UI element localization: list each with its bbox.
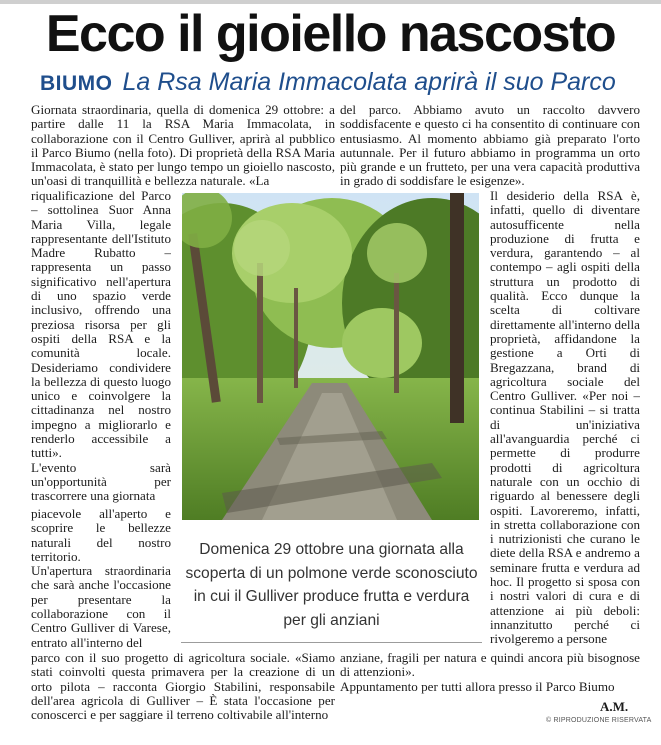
body-paragraph: Il desiderio della RSA è, infatti, quello di diventare autosufficente nella produzione di frutta e verdura, garantendo – al contempo – agli ospiti della struttura un prodotto di qualità. Ecco dunque la scelta di coltivare direttamente all'interno della proprietà, affidandone la gestione a Orti di Bregazzana, brand di agricoltura sociale del Centro Gulliver. «Per noi – continua Stabilini – si tratta di un'iniziativa all'avanguardia perché ci permette di produrre prodotti di agricoltura naturale con un occhio di riguardo al benessere degli ospiti. Lavoreremo, infatti, in stretta collaborazione con i nutrizionisti che curano le diete della RSA e andremo a seminare frutta e verdura ad hoc. Il progetto si sposa con i nostri valori di cura e di attenzione ai più deboli: innanzitutto perché ci rivolgeremo a persone (490, 189, 640, 647)
body-paragraph: Giornata straordinaria, quella di domenica 29 ottobre: a partire dalle 11 la RSA Maria Immacolata, in collaborazione con il Centro Gulliver, aprirà al pubblico il Parco Biumo (nella foto). Di proprietà della RSA Maria Immacolata, è stato per lungo tempo un gioiello nascosto, un'oasi di tranquillità e bellezza naturale. «La (31, 103, 335, 189)
body-paragraph: del parco. Abbiamo avuto un raccolto davvero soddisfacente e questo ci ha consentito di continuare con entusiasmo. Al momento abbiamo già preparato l'orto autunnale. Per il futuro abbiamo in programma un orto più grande e un frutteto, per una vera capacità produttiva in grado di soddisfare le esigenze». (340, 103, 640, 189)
photo-caption: Domenica 29 ottobre una giornata alla scoperta di un polmone verde sconosciuto in cui il Gulliver produce frutta e verdura per gli anziani (185, 541, 478, 629)
kicker-biumo: BIUMO (40, 72, 113, 95)
body-paragraph: L'evento sarà un'opportunità per trascorrere una giornata (31, 459, 171, 504)
caption-divider (181, 642, 482, 643)
body-paragraph: piacevole all'aperto e scoprire le bellezze naturali del nostro territorio. (31, 507, 171, 564)
article-body-right-narrow (490, 189, 640, 649)
bottom-margin (0, 730, 661, 745)
article-body-gulliver-wide (31, 651, 335, 723)
body-paragraph: riqualificazione del Parco – sottolinea Suor Anna Maria Villa, legale rappresentante dell'Istituto Madre Rubatto – rappresenta un passo significativo nell'apertura di uno spazio verde inclusivo, offrendo una preziosa risorsa per gli ospiti della RSA e la comunità locale. Desideriamo condividere la bellezza di questo luogo unico e coinvolgere la cittadinanza nel nostro impegno a migliorarlo e renderlo accessibile a tutti». (31, 189, 171, 461)
article-body-intro-narrow (31, 189, 171, 507)
subheadline-text: La Rsa Maria Immacolata aprirà il suo Parco (122, 68, 616, 96)
article-body-gulliver-narrow (31, 507, 171, 651)
copyright-notice: © RIPRODUZIONE RISERVATA (546, 717, 652, 724)
subheadline (40, 66, 640, 98)
body-paragraph: parco con il suo progetto di agricoltura sociale. «Siamo stati coinvolti questa primavera per la creazione di un orto pilota – racconta Giorgio Stabilini, responsabile dell'area agricola di Gulliver – È stata l'occasione per conoscerci e per saggiare il terreno coltivabile all'interno (31, 651, 335, 723)
body-paragraph: Appuntamento per tutti allora presso il Parco Biumo (340, 678, 615, 694)
park-photo (182, 193, 479, 520)
body-paragraph: Un'apertura straordinaria che sarà anche l'occasione per presentare la collaborazione con il Centro Gulliver di Varese, entrato all'interno del (31, 563, 171, 650)
byline: A.M. (600, 699, 629, 714)
park-photo-illustration (182, 193, 479, 520)
article-body-right-top (340, 103, 640, 189)
article-body-right-wide (340, 651, 640, 695)
article-body-intro-top (31, 103, 335, 189)
headline: Ecco il gioiello nascosto (45, 5, 616, 63)
body-paragraph: anziane, fragili per natura e quindi ancora più bisognose di attenzioni». (340, 651, 640, 680)
